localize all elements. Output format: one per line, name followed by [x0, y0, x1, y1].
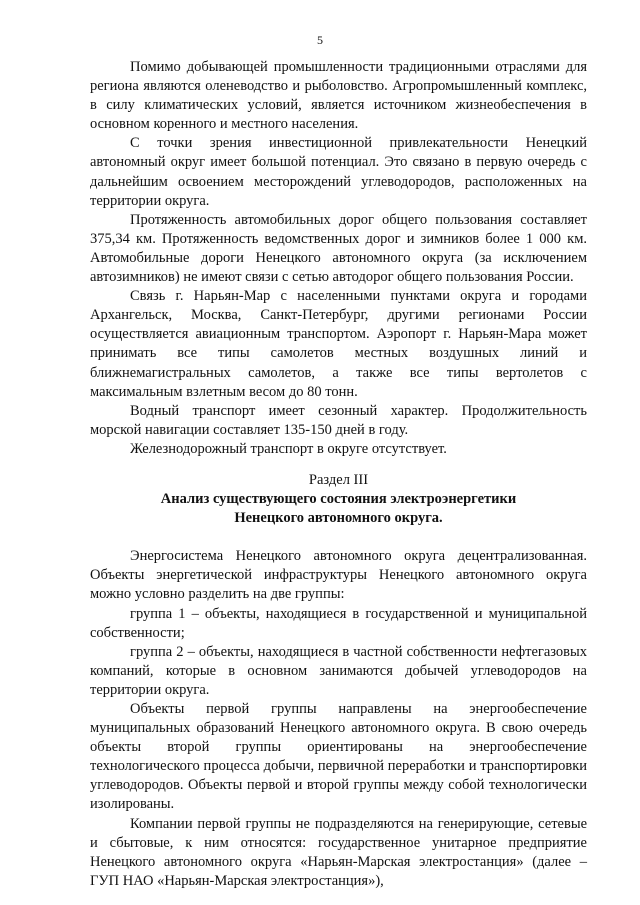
- paragraph-group-2: группа 2 – объекты, находящиеся в частной собственности нефтегазовых компаний, которые в основном занимаются добычей углеводородов на территории округа.: [90, 643, 587, 698]
- paragraph-roads: Протяженность автомобильных дорог общего пользования составляет 375,34 км. Протяженность ведомственных дорог и зимников более 1 000 км. Автомобильные дороги Ненецкого автономного округа (за исключением автозимников) не имеют связи с сетью автодорог общего пользования России.: [90, 211, 587, 286]
- section-number: Раздел III: [308, 471, 369, 488]
- paragraph-first-group-companies: Компании первой группы не подразделяются на генерирующие, сетевые и сбытовые, к ним относятся: государственное унитарное предприятие Ненецкого автономного округа «Нарьян-Марская электростанция» (далее – ГУП НАО «Нарьян-Марская электростанция»),: [90, 815, 587, 889]
- page-number: 5: [317, 33, 323, 47]
- paragraph-group-1: группа 1 – объекты, находящиеся в государственной и муниципальной собственности;: [90, 605, 587, 641]
- paragraph-group-purposes: Объекты первой группы направлены на энергообеспечение муниципальных образований Ненецкого автономного округа. В свою очередь объекты второй группы ориентированы на энергообеспечение технологического процесса добычи, первичной переработки и транспортировки углеводородов. Объекты первой и второй группы между собой технологически изолированы.: [90, 701, 587, 813]
- paragraph-investment: С точки зрения инвестиционной привлекательности Ненецкий автономный округ имеет большой потенциал. Это связано в первую очередь с дальнейшим освоением месторождений углеводородов, расположенных на территории округа.: [90, 135, 587, 209]
- section-title-line-2: Ненецкого автономного округа.: [234, 510, 443, 527]
- paragraph-water-transport: Водный транспорт имеет сезонный характер. Продолжительность морской навигации составляет 135-150 дней в году.: [90, 402, 587, 438]
- paragraph-air-transport: Связь г. Нарьян-Мар с населенными пунктами округа и городами Архангельск, Москва, Санкт-Петербург, другими регионами России осуществляется авиационным транспортом. Аэропорт г. Нарьян-Мара может принимать все типы самолетов местных воздушных линий и ближнемагистральных самолетов, а также все типы вертолетов с максимальным взлетным весом до 80 тонн.: [90, 288, 587, 400]
- document-body: [90, 58, 587, 891]
- section-title-line-1: Анализ существующего состояния электроэнергетики: [160, 491, 517, 508]
- paragraph-agriculture: Помимо добывающей промышленности традиционными отраслями для региона являются оленеводство и рыболовство. Агропромышленный комплекс, в силу климатических условий, является источником жизнеобеспечения в основном коренного и местного населения.: [90, 59, 587, 133]
- section-heading: [90, 471, 587, 528]
- paragraph-energy-system: Энергосистема Ненецкого автономного округа децентрализованная. Объекты энергетической инфраструктуры Ненецкого автономного округа можно условно разделить на две группы:: [90, 548, 587, 603]
- paragraph-rail-transport: Железнодорожный транспорт в округе отсутствует.: [130, 440, 447, 457]
